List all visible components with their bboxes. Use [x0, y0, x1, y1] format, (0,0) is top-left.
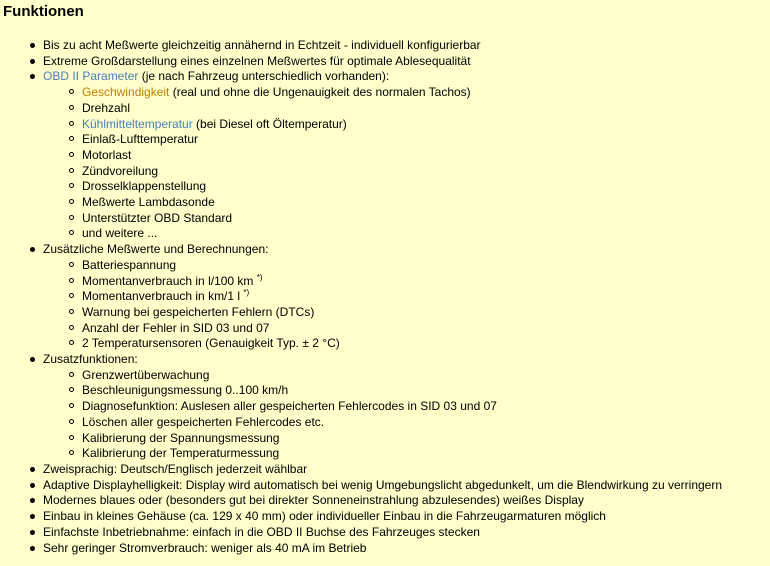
list-item: Grenzwertüberwachung	[43, 368, 770, 384]
obd-parameter-link[interactable]: OBD II Parameter	[43, 69, 139, 84]
speed-link[interactable]: Geschwindigkeit	[82, 85, 170, 100]
list-item: Beschleunigungsmessung 0..100 km/h	[43, 383, 770, 399]
list-item: Kalibrierung der Temperaturmessung	[43, 446, 770, 462]
list-item: Motorlast	[43, 148, 770, 164]
list-item: 2 Temperatursensoren (Genauigkeit Typ. ± 2 °C)	[43, 336, 770, 352]
extra-sublist	[43, 258, 770, 352]
footnote-mark: *)	[243, 288, 250, 298]
list-item-extra: Zusätzliche Meßwerte und Berechnungen: Batteriespannung Momentanverbrauch in l/100 km *) Momentanverbrauch in km/1 l *) Warnung bei gespeicherten Fehlern (DTCs) Anzahl der Fehler in SID 03 und 07 2 Temperatursensoren (Genauigkeit Typ. ± 2 °C)	[0, 242, 770, 352]
list-item: Sehr geringer Stromverbrauch: weniger als 40 mA im Betrieb	[0, 541, 770, 557]
list-item: Warnung bei gespeicherten Fehlern (DTCs)	[43, 305, 770, 321]
list-item: und weitere ...	[43, 226, 770, 242]
list-item: Unterstützter OBD Standard	[43, 211, 770, 227]
additional-sublist	[43, 368, 770, 462]
coolant-link[interactable]: Kühlmitteltemperatur	[82, 116, 193, 131]
list-item: Batteriespannung	[43, 258, 770, 274]
list-item: Geschwindigkeit (real und ohne die Ungenauigkeit des normalen Tachos)	[43, 85, 770, 101]
list-item: Meßwerte Lambdasonde	[43, 195, 770, 211]
list-item: Diagnosefunktion: Auslesen aller gespeicherten Fehlercodes in SID 03 und 07	[43, 399, 770, 415]
list-item: Bis zu acht Meßwerte gleichzeitig annähernd in Echtzeit - individuell konfigurierbar	[0, 38, 770, 54]
list-item: Zündvoreilung	[43, 164, 770, 180]
list-item: Einbau in kleines Gehäuse (ca. 129 x 40 mm) oder individueller Einbau in die Fahrzeugarmaturen möglich	[0, 509, 770, 525]
list-item: Kühlmitteltemperatur (bei Diesel oft Öltemperatur)	[43, 117, 770, 133]
obd-sublist	[43, 85, 770, 242]
list-item-additional: Zusatzfunktionen: Grenzwertüberwachung Beschleunigungsmessung 0..100 km/h Diagnosefunktion: Auslesen aller gespeicherten Fehlercodes in SID 03 und 07 Löschen aller gespeicherten Fehlercodes etc. Kalibrierung der Spannungsmessung Kalibrierung der Temperaturmessung	[0, 352, 770, 462]
list-item: Adaptive Displayhelligkeit: Display wird automatisch bei wenig Umgebungslicht abgedunkelt, um die Blendwirkung zu verringern	[0, 478, 770, 494]
section-title: Funktionen	[3, 3, 84, 20]
list-item: Modernes blaues oder (besonders gut bei direkter Sonneneinstrahlung abzulesendes) weißes Display	[0, 493, 770, 509]
list-item: Anzahl der Fehler in SID 03 und 07	[43, 321, 770, 337]
list-item: Drehzahl	[43, 101, 770, 117]
list-item: Einfachste Inbetriebnahme: einfach in die OBD II Buchse des Fahrzeuges stecken	[0, 525, 770, 541]
list-item: Zweisprachig: Deutsch/Englisch jederzeit wählbar	[0, 462, 770, 478]
list-item: Einlaß-Lufttemperatur	[43, 132, 770, 148]
list-item: Kalibrierung der Spannungsmessung	[43, 431, 770, 447]
footnote-mark: *)	[256, 272, 263, 282]
list-item: Drosselklappenstellung	[43, 179, 770, 195]
list-item: Momentanverbrauch in km/1 l *)	[43, 289, 770, 305]
list-item-obd: OBD II Parameter (je nach Fahrzeug unterschiedlich vorhanden): Geschwindigkeit (real und ohne die Ungenauigkeit des normalen Tachos) Drehzahl Kühlmitteltemperatur (bei Diesel oft Öltemperatur) Einlaß-Lufttemperatur Motorlast Zündvoreilung Drosselklappenstellung Meßwerte Lambdasonde Unterstützter OBD Standard und weitere ...	[0, 69, 770, 242]
list-item: Extreme Großdarstellung eines einzelnen Meßwertes für optimale Ablesequalität	[0, 54, 770, 70]
list-item: Momentanverbrauch in l/100 km *)	[43, 274, 770, 290]
feature-list	[0, 38, 770, 556]
list-item: Löschen aller gespeicherten Fehlercodes etc.	[43, 415, 770, 431]
